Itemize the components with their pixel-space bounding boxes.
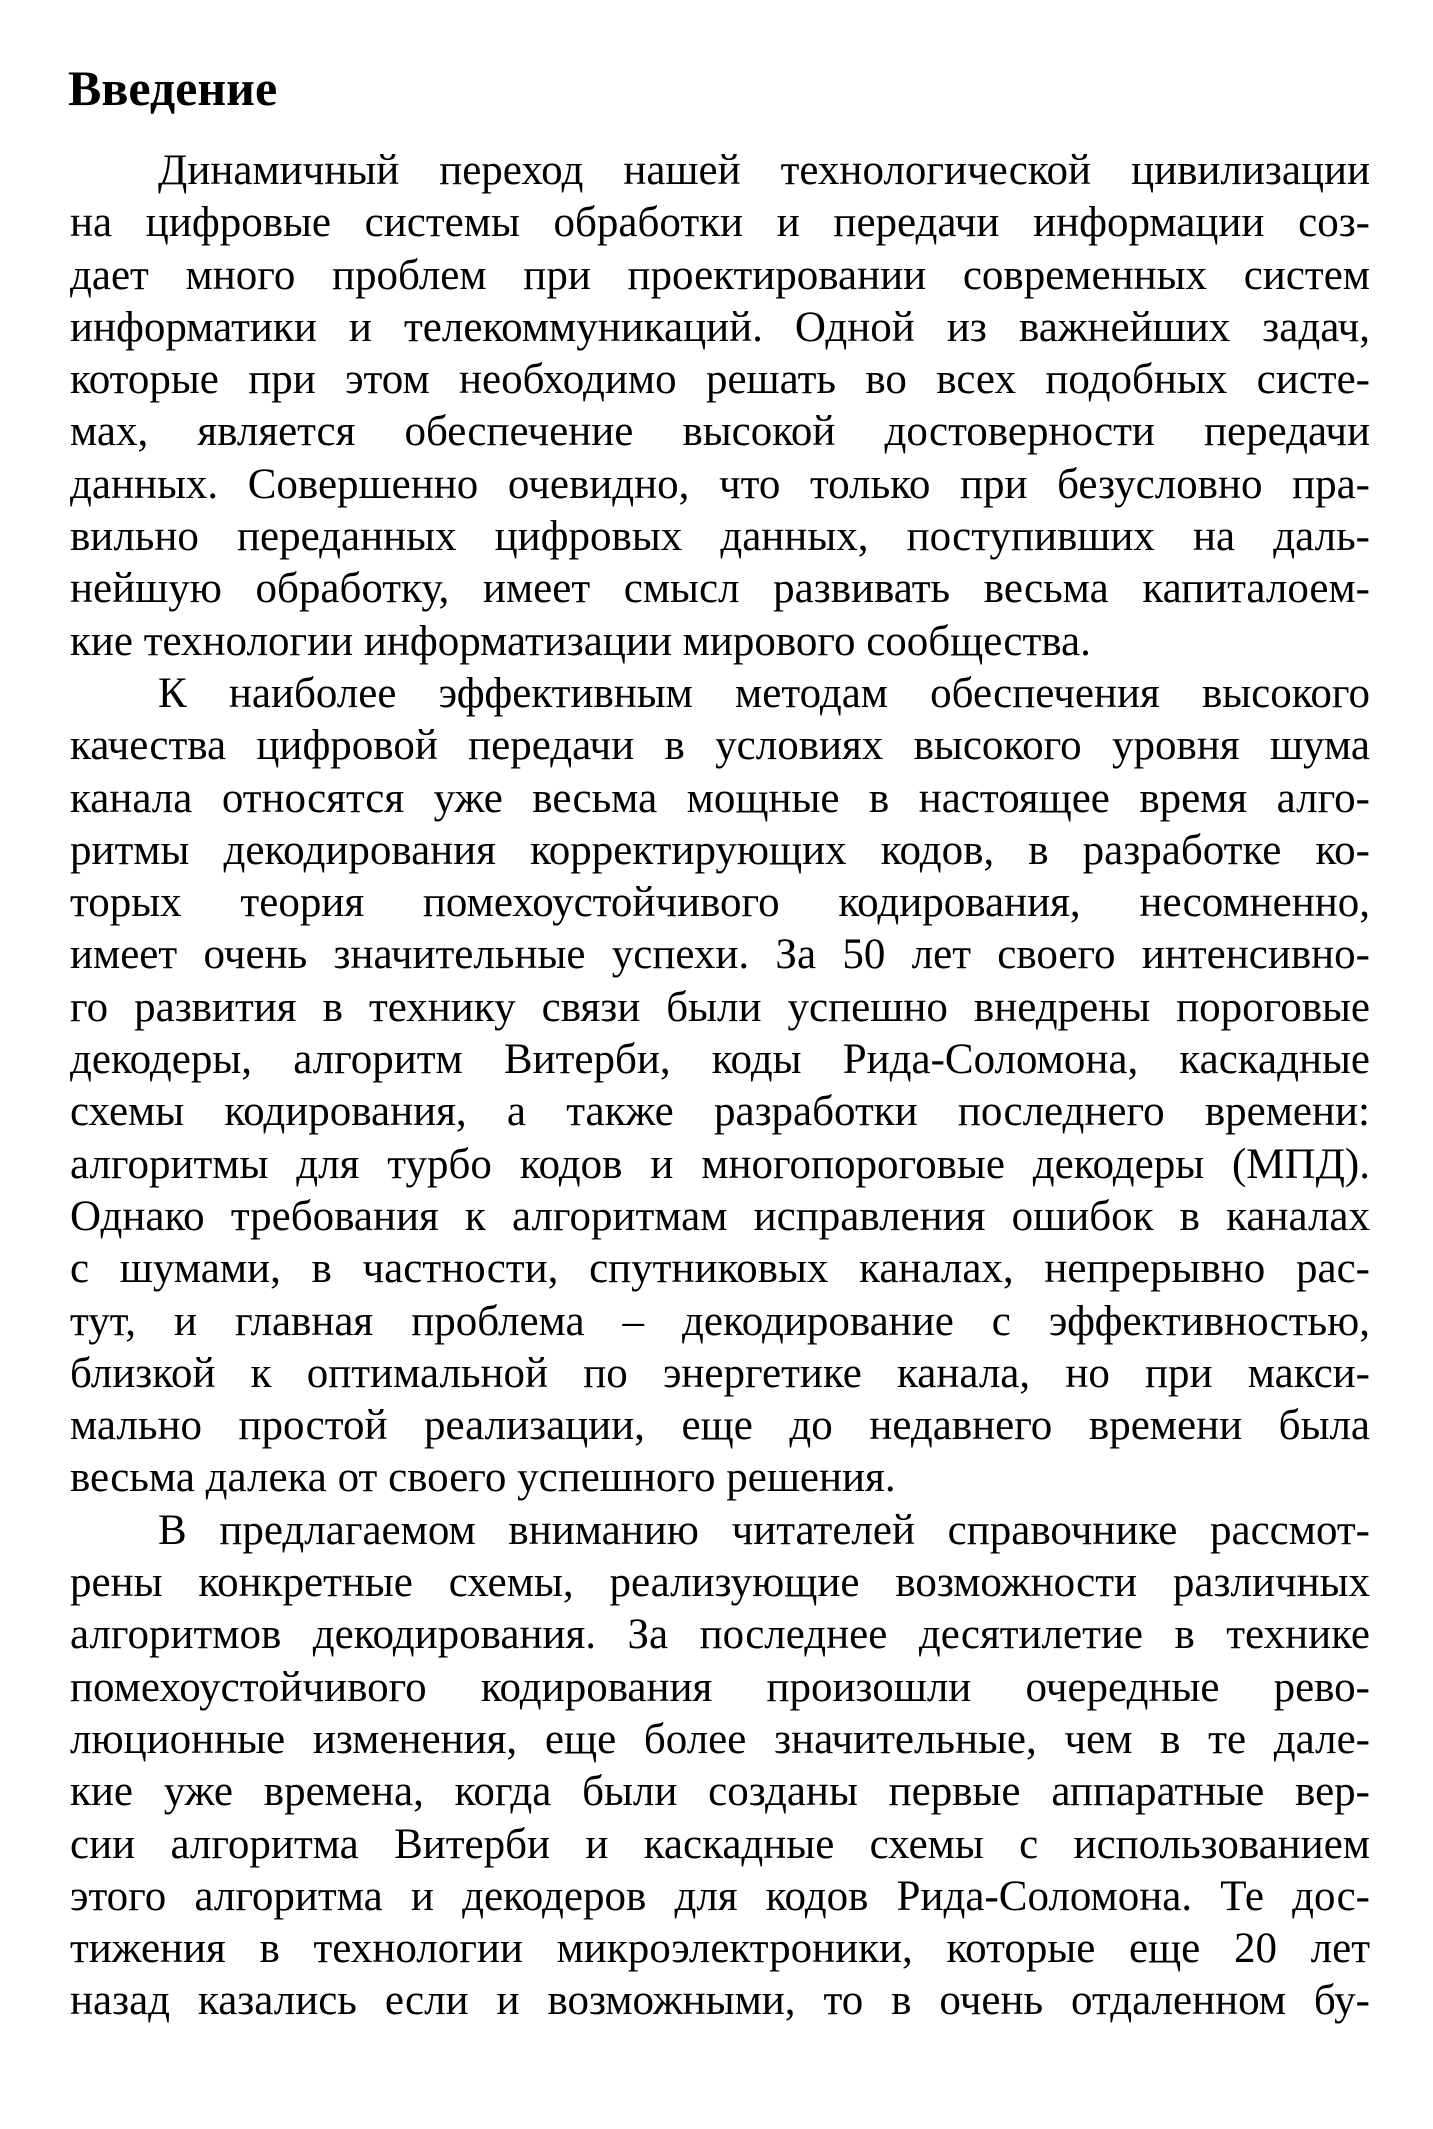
text-line: тижения в технологии микроэлектроники, которые еще 20 лет — [70, 1925, 1370, 1973]
text-line: мально простой реализации, еще до недавнего времени была — [70, 1402, 1370, 1450]
text-line: алгоритмов декодирования. За последнее десятилетие в технике — [70, 1611, 1370, 1659]
text-line: кие технологии информатизации мирового сообщества. — [70, 617, 1091, 665]
text-line: информатики и телекоммуникаций. Одной из важнейших задач, — [70, 303, 1370, 351]
text-line: назад казались если и возможными, то в очень отдаленном бу- — [70, 1977, 1370, 2025]
text-line: алгоритмы для турбо кодов и многопороговые декодеры (МПД). — [70, 1140, 1370, 1188]
text-line: близкой к оптимальной по энергетике канала, но при макси- — [70, 1349, 1370, 1397]
text-line: которые при этом необходимо решать во всех подобных систе- — [70, 356, 1370, 404]
text-line: мах, является обеспечение высокой достоверности передачи — [70, 408, 1370, 456]
text-line: вильно переданных цифровых данных, поступивших на даль- — [70, 513, 1370, 561]
text-line: К наиболее эффективным методам обеспечения высокого — [158, 669, 1370, 717]
text-line: весьма далека от своего успешного решения. — [70, 1454, 896, 1502]
text-line: канала относятся уже весьма мощные в настоящее время алго- — [70, 774, 1370, 822]
text-line: данных. Совершенно очевидно, что только при безусловно пра- — [70, 460, 1370, 508]
text-line: го развития в технику связи были успешно внедрены пороговые — [70, 983, 1370, 1031]
text-line: схемы кодирования, а также разработки последнего времени: — [70, 1088, 1370, 1136]
text-line: торых теория помехоустойчивого кодирования, несомненно, — [70, 879, 1370, 927]
text-line: рены конкретные схемы, реализующие возможности различных — [70, 1559, 1370, 1607]
body-text — [70, 145, 1370, 2028]
text-line: люционные изменения, еще более значительные, чем в те дале- — [70, 1715, 1370, 1763]
text-line: этого алгоритма и декодеров для кодов Рида-Соломона. Те дос- — [70, 1872, 1370, 1920]
text-line: помехоустойчивого кодирования произошли очередные рево- — [70, 1663, 1370, 1711]
text-line: нейшую обработку, имеет смысл развивать весьма капиталоем- — [70, 565, 1370, 613]
paragraph-3 — [70, 1505, 1370, 2028]
paragraph-2 — [70, 668, 1370, 1505]
text-line: Динамичный переход нашей технологической цивилизации — [158, 147, 1370, 194]
text-line: качества цифровой передачи в условиях высокого уровня шума — [70, 722, 1370, 770]
text-line: декодеры, алгоритм Витерби, коды Рида-Соломона, каскадные — [70, 1036, 1370, 1084]
text-line: имеет очень значительные успехи. За 50 лет своего интенсивно- — [70, 931, 1370, 979]
text-line: с шумами, в частности, спутниковых каналах, непрерывно рас- — [70, 1245, 1370, 1293]
section-heading: Введение — [68, 60, 278, 116]
text-line: ритмы декодирования корректирующих кодов, в разработке ко- — [70, 826, 1370, 874]
text-line: кие уже времена, когда были созданы первые аппаратные вер- — [70, 1768, 1370, 1816]
text-line: Однако требования к алгоритмам исправления ошибок в каналах — [70, 1192, 1370, 1240]
text-line: тут, и главная проблема – декодирование с эффективностью, — [70, 1297, 1370, 1345]
paragraph-1 — [70, 145, 1370, 668]
text-line: на цифровые системы обработки и передачи информации соз- — [70, 199, 1370, 247]
text-line: В предлагаемом вниманию читателей справочнике рассмот- — [158, 1506, 1370, 1554]
text-line: сии алгоритма Витерби и каскадные схемы с использованием — [70, 1820, 1370, 1868]
text-line: дает много проблем при проектировании современных систем — [70, 251, 1370, 299]
